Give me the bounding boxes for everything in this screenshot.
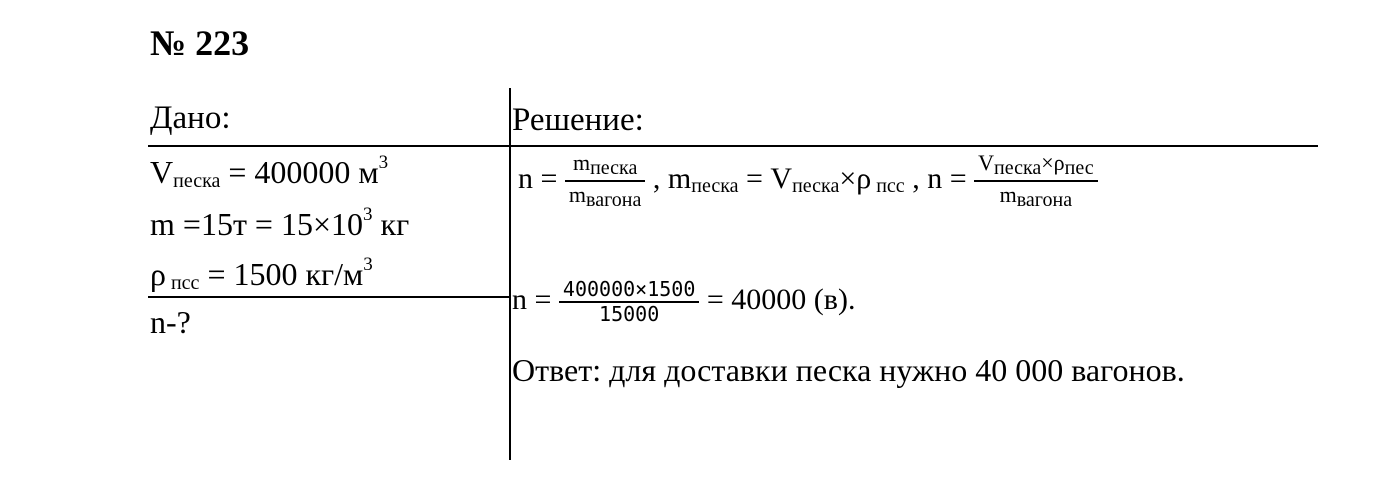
formula-times-rho: ×ρ xyxy=(839,161,872,195)
given-volume xyxy=(150,152,388,193)
numerator-symbol: m xyxy=(572,150,591,175)
combined-den-sub: вагона xyxy=(1016,189,1073,211)
combined-v-sub: песка xyxy=(994,157,1042,179)
volume-symbol: V xyxy=(150,154,174,190)
given-header: Дано: xyxy=(150,100,231,136)
given-mass xyxy=(150,204,409,243)
calc-numerator: 400000×1500 xyxy=(559,278,699,303)
combined-denominator xyxy=(974,182,1098,212)
vertical-divider xyxy=(509,88,511,460)
numerator-subscript: песка xyxy=(590,157,638,179)
formula-separator: , m xyxy=(645,161,692,195)
fraction-denominator xyxy=(565,182,645,212)
solution-header: Решение: xyxy=(512,102,644,138)
answer-text: Ответ: для доставки песка нужно 40 000 вагонов. xyxy=(512,352,1185,388)
mass-subscript: песка xyxy=(691,174,739,197)
density-value: = 1500 кг/м xyxy=(199,256,364,292)
mass-text: m =15т = 15×10 xyxy=(150,206,364,242)
density-exponent: 3 xyxy=(363,254,373,275)
mass-ratio-fraction xyxy=(565,150,645,212)
combined-rho-sub: пес xyxy=(1064,157,1094,179)
combined-den-symbol: m xyxy=(999,182,1017,207)
calc-lhs: n = xyxy=(512,282,559,316)
volume-exponent: 3 xyxy=(378,152,389,173)
mass-unit: кг xyxy=(372,206,410,242)
header-divider xyxy=(148,145,1318,147)
volume-subscript-2: песка xyxy=(792,174,840,197)
density-subscript: псс xyxy=(165,272,200,294)
combined-v: V xyxy=(978,150,994,175)
fraction-numerator xyxy=(565,150,645,182)
formula-line xyxy=(518,150,1098,212)
volume-subscript: песка xyxy=(173,170,221,192)
given-find-divider xyxy=(148,296,510,298)
density-symbol: ρ xyxy=(150,256,166,292)
calc-fraction xyxy=(559,278,699,326)
combined-numerator xyxy=(974,150,1098,182)
problem-number: № 223 xyxy=(150,23,250,63)
calc-result: = 40000 (в). xyxy=(699,282,856,316)
rho-subscript-2: псс xyxy=(871,174,905,197)
formula-separator-2: , n = xyxy=(904,161,975,195)
mass-exponent: 3 xyxy=(363,204,373,225)
formula-equals: = V xyxy=(738,161,793,195)
denominator-symbol: m xyxy=(568,182,587,207)
calculation-line xyxy=(512,278,855,326)
denominator-subscript: вагона xyxy=(586,189,642,211)
volume-value: = 400000 м xyxy=(220,154,379,190)
given-density xyxy=(150,254,373,295)
calc-denominator: 15000 xyxy=(599,302,660,326)
combined-times-rho: ×ρ xyxy=(1041,150,1065,175)
find-quantity: n-? xyxy=(150,304,191,340)
combined-fraction xyxy=(974,150,1098,212)
formula-lhs: n = xyxy=(518,161,565,195)
